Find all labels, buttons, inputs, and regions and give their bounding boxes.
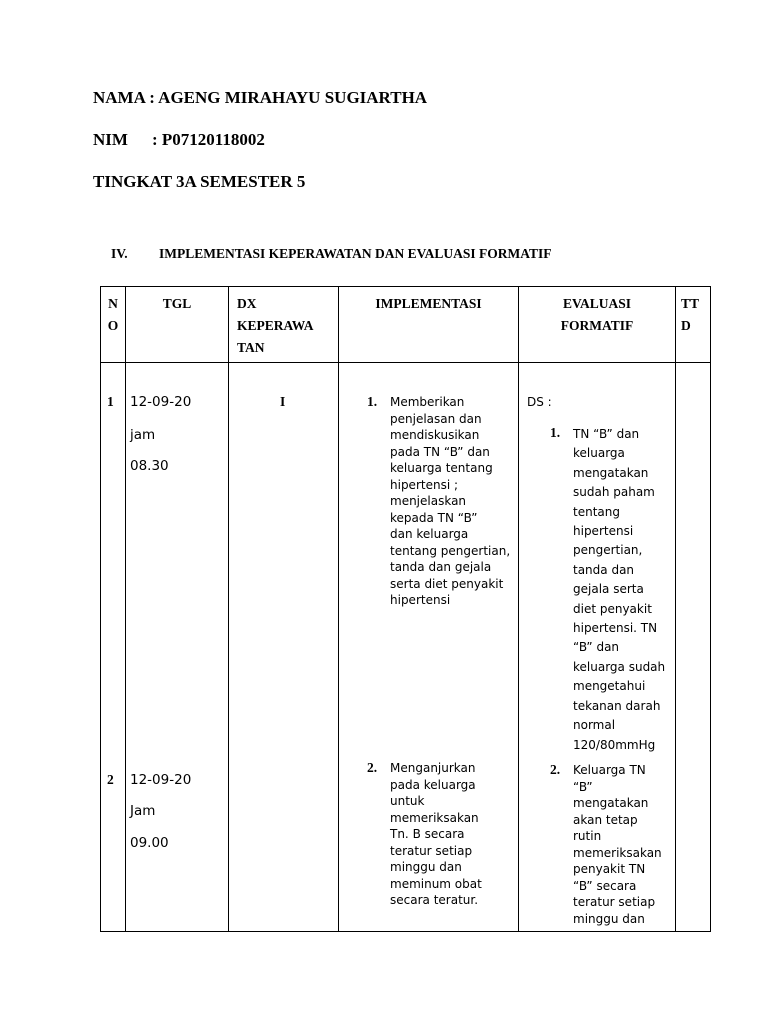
cell-ttd (676, 363, 711, 932)
table-header-row (101, 287, 711, 363)
row1-no: 1 (107, 394, 114, 409)
cell-tgl (126, 363, 229, 932)
header-tgl: TGL (126, 287, 229, 363)
impl1-number: 1. (367, 394, 378, 409)
table-row (101, 363, 711, 932)
row1-time: 08.30 (130, 458, 169, 474)
student-level: TINGKAT 3A SEMESTER 5 (93, 172, 306, 191)
eval1-text: TN “B” dan keluarga mengatakan sudah paham tentang hipertensi pengertian, tanda dan gejala serta diet penyakit hipertensi. TN “B” dan keluarga sudah mengetahui tekanan darah normal 120/80mmHg (573, 427, 666, 752)
header-no: N O (101, 287, 126, 363)
cell-dx (229, 363, 339, 932)
row2-time: 09.00 (130, 835, 169, 851)
implementation-table (100, 286, 711, 932)
eval1-number: 1. (550, 425, 561, 440)
header-dx: DX KEPERAWA TAN (229, 287, 339, 363)
cell-evaluasi (519, 363, 676, 932)
section-title: IMPLEMENTASI KEPERAWATAN DAN EVALUASI FORMATIF (159, 246, 552, 261)
impl2-number: 2. (367, 760, 378, 775)
impl1-text: Memberikan penjelasan dan mendiskusikan pada TN “B” dan keluarga tentang hipertensi ; menjelaskan kepada TN “B” dan keluarga tentang pengertian, tanda dan gejala serta diet penyakit hipertensi (390, 395, 511, 607)
eval2-number: 2. (550, 762, 561, 777)
eval1-ds-label: DS : (527, 395, 552, 409)
row1-dx: I (280, 394, 286, 409)
eval2-text: Keluarga TN “B” mengatakan akan tetap rutin memeriksakan penyakit TN “B” secara teratur setiap minggu dan (573, 763, 662, 926)
row2-no: 2 (107, 772, 114, 787)
row2-date: 12-09-20 (130, 772, 192, 788)
student-nim-label: NIM (93, 130, 128, 149)
student-nim-value: : P07120118002 (152, 130, 265, 149)
cell-no (101, 363, 126, 932)
cell-implementasi (339, 363, 519, 932)
impl2-text: Menganjurkan pada keluarga untuk memeriksakan Tn. B secara teratur setiap minggu dan meminum obat secara teratur. (390, 761, 482, 907)
header-implementasi: IMPLEMENTASI (339, 287, 519, 363)
row1-time-label: jam (130, 427, 156, 443)
row1-date: 12-09-20 (130, 394, 192, 410)
header-evaluasi: EVALUASI FORMATIF (519, 287, 676, 363)
header-ttd: TT D (676, 287, 711, 363)
section-number: IV. (111, 246, 128, 261)
student-name: NAMA : AGENG MIRAHAYU SUGIARTHA (93, 88, 428, 107)
row2-time-label: Jam (130, 803, 156, 819)
